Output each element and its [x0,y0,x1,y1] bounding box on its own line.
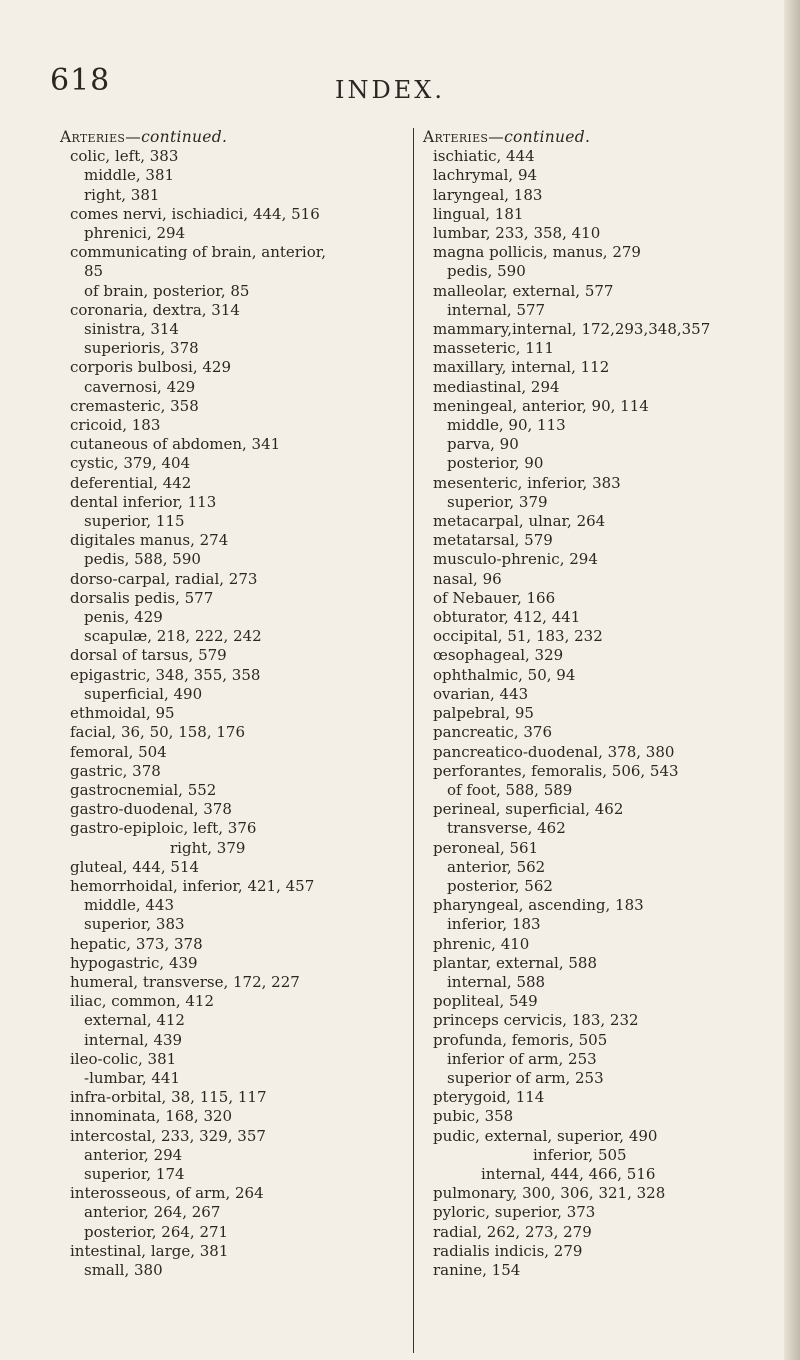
index-entry: posterior, 562 [447,876,553,895]
index-entry: gastro-duodenal, 378 [70,800,232,819]
index-entry: 85 [84,262,104,281]
index-entry: internal, 588 [447,972,546,991]
index-entry: pubic, 358 [433,1107,514,1126]
index-entry: metatarsal, 579 [433,531,553,550]
index-entry: inferior, 183 [447,915,541,934]
index-entry: perineal, superficial, 462 [433,800,624,819]
index-entry: deferential, 442 [70,473,192,492]
index-entry: masseteric, 111 [433,339,554,358]
index-entry: hepatic, 373, 378 [70,934,203,953]
index-entry: anterior, 294 [84,1145,183,1164]
index-entry: of Nebauer, 166 [433,588,556,607]
index-entry: communicating of brain, anterior, [70,243,327,262]
index-entry: obturator, 412, 441 [433,608,581,627]
index-entry: of brain, posterior, 85 [84,281,250,300]
index-entry: internal, 444, 466, 516 [481,1164,656,1183]
index-entry: facial, 36, 50, 158, 176 [70,723,246,742]
index-entry: superior, 115 [84,512,185,531]
index-entry: occipital, 51, 183, 232 [433,627,603,646]
column-heading: Arteries—continued. [60,128,228,146]
index-entry: pyloric, superior, 373 [433,1203,596,1222]
index-entry: dorsal of tarsus, 579 [70,646,227,665]
index-entry: parva, 90 [447,435,519,454]
index-entry: dorso-carpal, radial, 273 [70,569,258,588]
index-entry: inferior of arm, 253 [447,1049,597,1068]
index-entry: metacarpal, ulnar, 264 [433,512,606,531]
index-entry: superioris, 378 [84,339,199,358]
index-entry: mesenteric, inferior, 383 [433,473,621,492]
index-entry: gastric, 378 [70,761,161,780]
index-entry: pedis, 588, 590 [84,550,201,569]
index-entry: small, 380 [84,1260,163,1279]
index-entry: peroneal, 561 [433,838,539,857]
index-entry: pharyngeal, ascending, 183 [433,896,644,915]
index-entry: ileo-colic, 381 [70,1049,177,1068]
index-entry: cricoid, 183 [70,416,161,435]
index-entry: ischiatic, 444 [433,147,535,166]
index-entry: humeral, transverse, 172, 227 [70,972,300,991]
index-entry: hypogastric, 439 [70,953,198,972]
index-entry: maxillary, internal, 112 [433,358,610,377]
index-entry: middle, 90, 113 [447,416,566,435]
index-entry: cremasteric, 358 [70,396,199,415]
left-column [60,128,405,1280]
index-entry: dorsalis pedis, 577 [70,588,214,607]
heading-continued: continued. [504,128,591,146]
index-entry: dental inferior, 113 [70,492,217,511]
index-entry: internal, 577 [447,300,546,319]
index-entry: gastrocnemial, 552 [70,780,217,799]
index-entry: penis, 429 [84,608,163,627]
index-entry: princeps cervicis, 183, 232 [433,1011,639,1030]
index-entry: pulmonary, 300, 306, 321, 328 [433,1184,666,1203]
index-entry: transverse, 462 [447,819,566,838]
right-column [423,128,768,1280]
index-entry: iliac, common, 412 [70,992,215,1011]
index-entry: intercostal, 233, 329, 357 [70,1126,266,1145]
index-entry: interosseous, of arm, 264 [70,1184,264,1203]
index-entry: internal, 439 [84,1030,183,1049]
running-head: INDEX. [335,76,445,104]
index-entry: posterior, 264, 271 [84,1222,229,1241]
index-entry: malleolar, external, 577 [433,281,614,300]
index-entry: -lumbar, 441 [84,1068,180,1087]
index-entry: radialis indicis, 279 [433,1241,583,1260]
left-entry-list [60,147,405,1280]
index-entry: ophthalmic, 50, 94 [433,665,576,684]
index-entry: of foot, 588, 589 [447,780,573,799]
index-entry: pedis, 590 [447,262,526,281]
index-entry: pancreatico-duodenal, 378, 380 [433,742,675,761]
heading-term: Arteries [423,128,489,146]
index-entry: superior, 174 [84,1164,185,1183]
index-entry: right, 379 [170,838,246,857]
index-entry: superior, 383 [84,915,185,934]
index-entry: plantar, external, 588 [433,953,598,972]
index-entry: gastro-epiploic, left, 376 [70,819,257,838]
column-divider [413,128,414,1353]
index-entry: corporis bulbosi, 429 [70,358,232,377]
heading-continued: continued. [141,128,228,146]
index-entry: phrenici, 294 [84,224,186,243]
index-entry: musculo-phrenic, 294 [433,550,598,569]
right-entry-list [423,147,768,1280]
index-entry: radial, 262, 273, 279 [433,1222,592,1241]
index-entry: lumbar, 233, 358, 410 [433,224,601,243]
page-binding-edge [784,0,800,1360]
index-entry: ranine, 154 [433,1260,521,1279]
index-entry: middle, 443 [84,896,175,915]
index-entry: laryngeal, 183 [433,185,543,204]
index-entry: intestinal, large, 381 [70,1241,229,1260]
index-entry: phrenic, 410 [433,934,530,953]
index-entry: œsophageal, 329 [433,646,564,665]
index-entry: anterior, 264, 267 [84,1203,221,1222]
index-entry: external, 412 [84,1011,185,1030]
index-entry: gluteal, 444, 514 [70,857,200,876]
index-entry: meningeal, anterior, 90, 114 [433,396,649,415]
index-entry: cutaneous of abdomen, 341 [70,435,281,454]
index-entry: mammary,internal, 172,293,348,357 [433,320,711,339]
index-entry: cystic, 379, 404 [70,454,191,473]
index-entry: colic, left, 383 [70,147,179,166]
index-entry: hemorrhoidal, inferior, 421, 457 [70,876,315,895]
index-entry: palpebral, 95 [433,704,534,723]
index-entry: infra-orbital, 38, 115, 117 [70,1088,267,1107]
index-entry: anterior, 562 [447,857,546,876]
index-entry: cavernosi, 429 [84,377,196,396]
index-entry: innominata, 168, 320 [70,1107,233,1126]
index-entry: ovarian, 443 [433,684,529,703]
index-entry: lingual, 181 [433,204,524,223]
index-entry: ethmoidal, 95 [70,704,175,723]
index-entry: comes nervi, ischiadici, 444, 516 [70,204,320,223]
index-entry: pterygoid, 114 [433,1088,545,1107]
index-entry: middle, 381 [84,166,175,185]
index-entry: pudic, external, superior, 490 [433,1126,658,1145]
index-entry: coronaria, dextra, 314 [70,300,240,319]
index-entry: right, 381 [84,185,160,204]
page-number: 618 [50,63,111,98]
index-entry: inferior, 505 [533,1145,627,1164]
heading-term: Arteries [60,128,126,146]
index-entry: superficial, 490 [84,684,203,703]
index-entry: epigastric, 348, 355, 358 [70,665,261,684]
index-entry: posterior, 90 [447,454,544,473]
column-heading: Arteries—continued. [423,128,591,146]
index-entry: mediastinal, 294 [433,377,560,396]
index-entry: lachrymal, 94 [433,166,538,185]
index-entry: femoral, 504 [70,742,167,761]
index-entry: magna pollicis, manus, 279 [433,243,641,262]
index-entry: perforantes, femoralis, 506, 543 [433,761,679,780]
index-entry: popliteal, 549 [433,992,538,1011]
index-entry: nasal, 96 [433,569,502,588]
index-entry: sinistra, 314 [84,320,179,339]
index-entry: pancreatic, 376 [433,723,552,742]
index-entry: scapulæ, 218, 222, 242 [84,627,262,646]
index-entry: superior of arm, 253 [447,1068,604,1087]
index-entry: profunda, femoris, 505 [433,1030,608,1049]
index-entry: digitales manus, 274 [70,531,229,550]
index-entry: superior, 379 [447,492,548,511]
